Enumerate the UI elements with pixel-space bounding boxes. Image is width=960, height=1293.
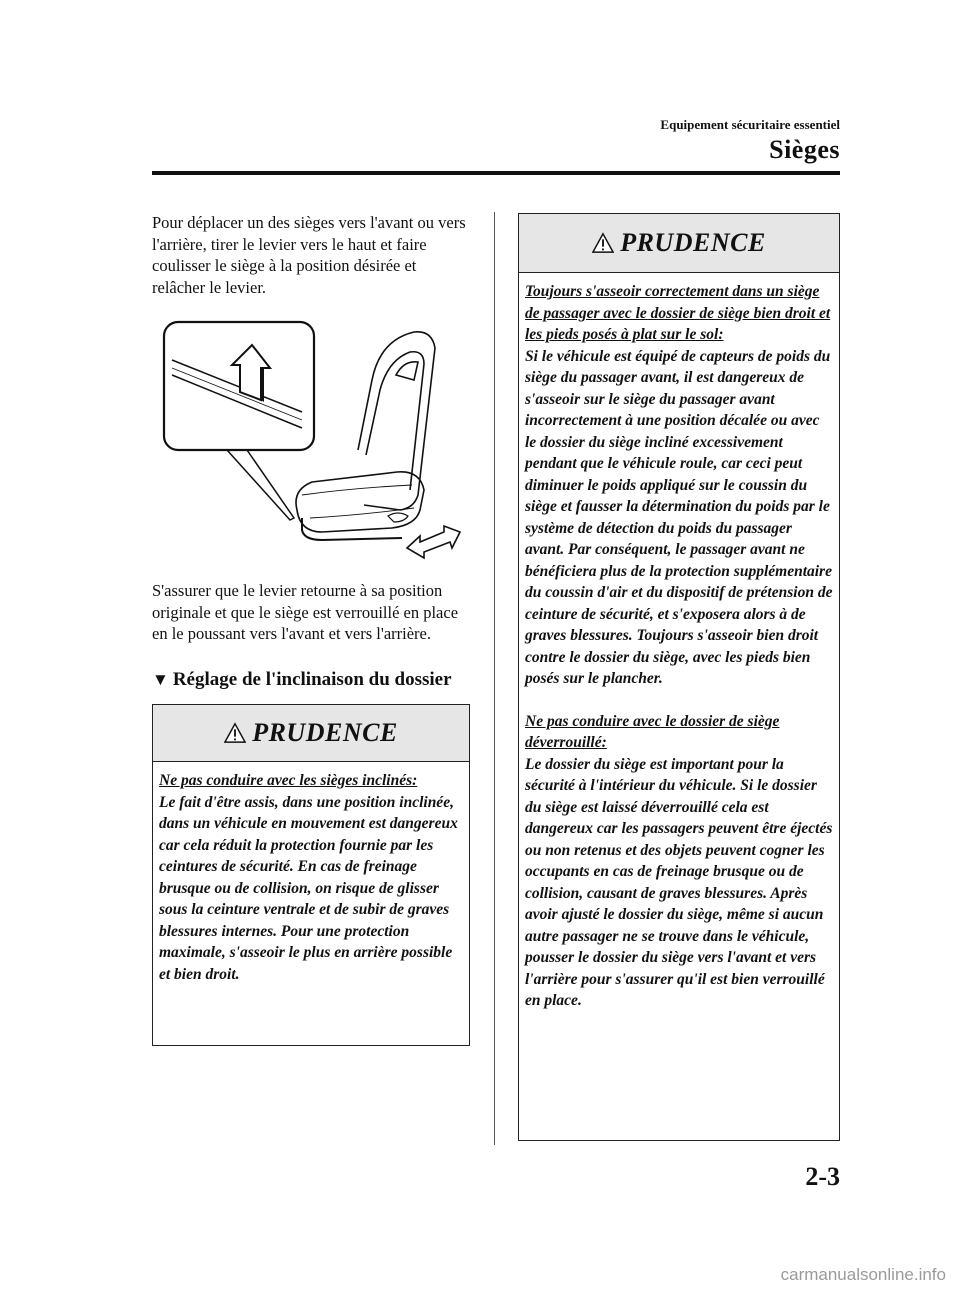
section-heading: [152, 669, 472, 691]
watermark: carmanualsonline.info: [780, 1265, 946, 1284]
seat-drawing: [296, 332, 435, 540]
caution-body: [519, 273, 839, 1022]
section-heading-text: Réglage de l'inclinaison du dossier: [172, 668, 452, 690]
caution-title: PRUDENCE: [620, 228, 766, 257]
caution-heading-seating: Toujours s'asseoir correctement dans un siège de passager avec le dossier de siège bien droit et les pieds posés à plat sur le sol:: [525, 283, 831, 343]
warning-icon: [224, 722, 246, 744]
caution-box-recline: [152, 704, 470, 1046]
intro-paragraph: Pour déplacer un des sièges vers l'avant ou vers l'arrière, tirer le levier vers le haut et faire coulisser le siège à la position désirée et relâcher le levier.: [152, 213, 466, 297]
caution-heading: Ne pas conduire avec les sièges inclinés:: [159, 772, 418, 789]
column-divider: [494, 212, 495, 1145]
section-label: Equipement sécuritaire essentiel: [660, 117, 840, 132]
warning-icon: [592, 232, 614, 254]
caution-text-unlocked: Le dossier du siège est important pour la sécurité à l'intérieur du véhicule. Si le dossier du siège est laissé déverrouillé cela est dangereux car les passagers peuvent être éjectés ou non retenus et des objets peuvent cogner les occupants en cas de freinage brusque ou de collision, causant de graves blessures. Après avoir ajusté le dossier du siège, même si aucun autre passager ne se trouve dans le véhicule, pousser le dossier du siège vers l'avant et vers l'arrière pour s'assurer qu'il est bien verrouillé en place.: [525, 755, 833, 1009]
caution-box-passenger: [518, 213, 840, 1141]
caution-heading-unlocked: Ne pas conduire avec le dossier de siège déverrouillé:: [525, 712, 780, 751]
caution-title: PRUDENCE: [252, 718, 398, 747]
caution-header: [153, 705, 469, 762]
page-number: 2-3: [805, 1162, 840, 1191]
page-title: Sièges: [769, 135, 840, 164]
seat-adjust-illustration: [152, 320, 472, 560]
header-divider: [152, 171, 840, 175]
lock-paragraph: S'assurer que le levier retourne à sa position originale et que le siège est verrouillé en place en le poussant vers l'avant et vers l'arrière.: [152, 581, 459, 643]
caution-header: [519, 214, 839, 273]
triangle-down-icon: ▼: [152, 669, 169, 689]
left-column: [152, 212, 472, 691]
double-arrow-icon: [407, 526, 460, 558]
caution-body: [153, 762, 469, 995]
caution-text-seating: Si le véhicule est équipé de capteurs de poids du siège du passager avant, il est dangereux de s'asseoir sur le siège du passager avant incorrectement à une position décalée ou avec le dossier du siège incliné excessivement pendant que le véhicule roule, car ceci peut diminuer le poids appliqué sur le coussin du siège et fausser la détermination du poids par le système de détection du poids du passager avant. Par conséquent, le passager avant ne bénéficiera plus de la protection supplémentaire du coussin d'air et du dispositif de prétension de ceinture de sécurité, et s'exposera alors à de graves blessures. Toujours s'asseoir bien droit contre le dossier du siège, avec les pieds bien posés sur le plancher.: [525, 347, 833, 687]
caution-text: Le fait d'être assis, dans une position inclinée, dans un véhicule en mouvement est dangereux car cela réduit la protection fournie par les ceintures de sécurité. En cas de freinage brusque ou de collision, on risque de glisser sous la ceinture ventrale et de subir de graves blessures internes. Pour une protection maximale, s'asseoir le plus en arrière possible et bien droit.: [159, 793, 458, 983]
